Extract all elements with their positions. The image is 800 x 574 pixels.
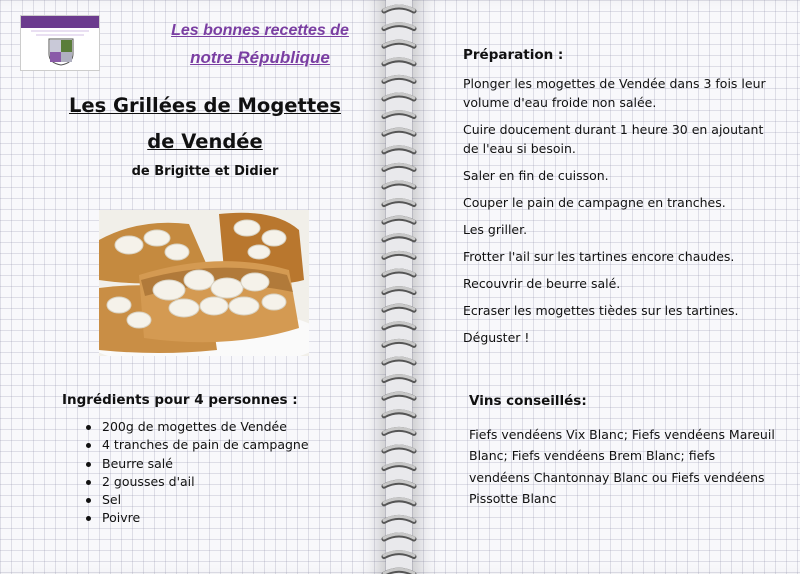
wine-line: Blanc; Fiefs vendéens Brem Blanc; fiefs [469,448,716,463]
preparation-line: Ecraser les mogettes tièdes sur les tartines. [463,303,739,318]
preparation-heading: Préparation : [463,47,564,63]
recipe-title-line2: de Vendée [147,130,263,153]
list-item: Beurre salé [84,455,309,473]
preparation-line: volume d'eau froide non salée. [463,95,657,110]
recipe-author: de Brigitte et Didier [131,164,279,179]
recipe-title-line1: Les Grillées de Mogettes [68,94,341,117]
preparation-line: Les griller. [463,222,528,237]
ingredients-list [84,418,309,528]
ingredients-heading: Ingrédients pour 4 personnes : [62,392,298,408]
list-item: 2 gousses d'ail [84,473,309,491]
preparation-line: Saler en fin de cuisson. [463,168,609,183]
list-item: 4 tranches de pain de campagne [84,436,309,454]
shield-icon [48,38,74,66]
spiral-binding [380,0,418,574]
preparation-line: Couper le pain de campagne en tranches. [463,195,726,210]
preparation-line: Plonger les mogettes de Vendée dans 3 fois leur [463,76,766,91]
grilled-mogettes-photo [99,210,309,356]
preparation-line: de l'eau si besoin. [463,141,576,156]
preparation-line: Frotter l'ail sur les tartines encore chaudes. [463,249,735,264]
association-logo [20,15,100,71]
list-item: 200g de mogettes de Vendée [84,418,309,436]
list-item: Poivre [84,509,309,527]
header-title-line2: notre République [190,48,330,67]
header-title-line1: Les bonnes recettes de [171,22,349,39]
preparation-line: Recouvrir de beurre salé. [463,276,621,291]
preparation-line: Déguster ! [463,330,530,345]
list-item: Sel [84,491,309,509]
wine-line: vendéens Chantonnay Blanc ou Fiefs vendéens [469,470,765,485]
wine-line: Pissotte Blanc [469,491,557,506]
wines-heading: Vins conseillés: [469,393,587,409]
preparation-line: Cuire doucement durant 1 heure 30 en ajoutant [463,122,764,137]
wine-line: Fiefs vendéens Vix Blanc; Fiefs vendéens Mareuil [469,427,775,442]
